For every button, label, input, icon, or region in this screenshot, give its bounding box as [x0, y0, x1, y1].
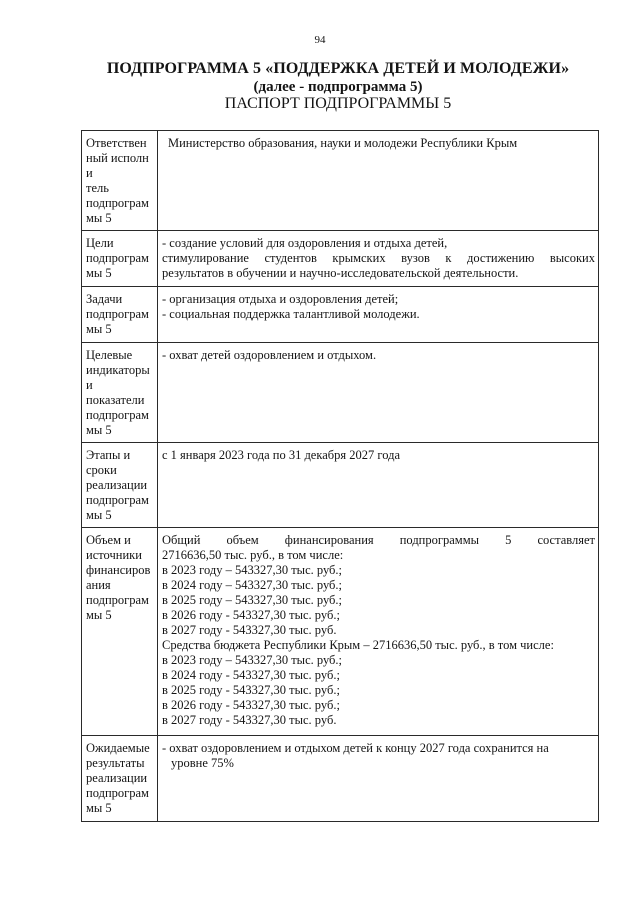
table-row	[82, 528, 599, 736]
passport-table	[81, 130, 599, 822]
value-line: результатов в обучении и научно-исследовательской деятельности.	[162, 266, 519, 280]
row-value	[158, 736, 599, 822]
label-line: мы 5	[86, 801, 112, 815]
table-row	[82, 131, 599, 231]
label-line: сроки	[86, 463, 117, 477]
passport-title: ПАСПОРТ ПОДПРОГРАММЫ 5	[224, 95, 452, 112]
label-line: мы 5	[86, 508, 112, 522]
value-line: в 2024 году - 543327,30 тыс. руб.;	[162, 668, 340, 682]
value-line: в 2026 году - 543327,30 тыс. руб.;	[162, 608, 340, 622]
label-line: Этапы и	[86, 448, 131, 462]
label-line: ный исполни	[86, 151, 149, 180]
row-value	[158, 343, 599, 443]
value-line: в 2027 году - 543327,30 тыс. руб.	[162, 623, 337, 637]
row-label	[82, 287, 158, 343]
table-row	[82, 231, 599, 287]
label-line: Целевые	[86, 348, 133, 362]
subprogram-title: ПОДПРОГРАММА 5 «ПОДДЕРЖКА ДЕТЕЙ И МОЛОДЕЖИ»	[106, 60, 570, 77]
table-row	[82, 287, 599, 343]
label-line: реализации	[86, 771, 148, 785]
row-label	[82, 443, 158, 528]
label-line: и	[86, 378, 93, 392]
label-line: мы 5	[86, 423, 112, 437]
value-line: в 2025 году – 543327,30 тыс. руб.;	[162, 593, 343, 607]
value-line: в 2026 году - 543327,30 тыс. руб.;	[162, 698, 340, 712]
value-line: в 2023 году – 543327,30 тыс. руб.;	[162, 653, 343, 667]
label-line: подпрограм	[86, 307, 149, 321]
label-line: мы 5	[86, 211, 112, 225]
label-line: подпрограм	[86, 196, 149, 210]
label-line: подпрограм	[86, 251, 149, 265]
label-line: подпрограм	[86, 493, 149, 507]
row-label	[82, 131, 158, 231]
value-line: Общий объем финансирования подпрограммы 5 составляет	[162, 533, 595, 547]
table-row	[82, 736, 599, 822]
label-line: результаты	[86, 756, 145, 770]
label-line: источники	[86, 548, 142, 562]
value-line: в 2023 году – 543327,30 тыс. руб.;	[162, 563, 343, 577]
table-row	[82, 443, 599, 528]
label-line: индикаторы	[86, 363, 150, 377]
label-line: подпрограм	[86, 786, 149, 800]
value-line: стимулирование студентов крымских вузов к достижению высоких	[162, 251, 595, 265]
label-line: Ожидаемые	[86, 741, 150, 755]
value-line: - социальная поддержка талантливой молодежи.	[162, 307, 420, 321]
label-line: тель	[86, 181, 109, 195]
row-label	[82, 528, 158, 736]
row-value	[158, 443, 599, 528]
label-line: мы 5	[86, 608, 112, 622]
value-line: - охват детей оздоровлением и отдыхом.	[162, 348, 377, 362]
value-line: в 2027 году - 543327,30 тыс. руб.	[162, 713, 337, 727]
table-row	[82, 343, 599, 443]
label-line: реализации	[86, 478, 148, 492]
label-line: мы 5	[86, 266, 112, 280]
label-line: подпрограм	[86, 408, 149, 422]
value-line: - организация отдыха и оздоровления детей;	[162, 292, 399, 306]
label-line: Задачи	[86, 292, 123, 306]
label-line: Цели	[86, 236, 114, 250]
value-line: - создание условий для оздоровления и отдыха детей,	[162, 236, 448, 250]
value-line: Министерство образования, науки и молодежи Республики Крым	[168, 136, 518, 150]
value-line: в 2024 году – 543327,30 тыс. руб.;	[162, 578, 343, 592]
row-label	[82, 343, 158, 443]
row-value	[158, 231, 599, 287]
value-line: 2716636,50 тыс. руб., в том числе:	[162, 548, 344, 562]
value-line: в 2025 году - 543327,30 тыс. руб.;	[162, 683, 340, 697]
label-line: финансиров	[86, 563, 151, 577]
label-line: Объем и	[86, 533, 131, 547]
row-value	[158, 287, 599, 343]
label-line: Ответствен	[86, 136, 147, 150]
row-value	[158, 528, 599, 736]
value-line: - охват оздоровлением и отдыхом детей к концу 2027 года сохранится на	[162, 741, 549, 755]
label-line: ания	[86, 578, 111, 592]
label-line: показатели	[86, 393, 145, 407]
row-label	[82, 231, 158, 287]
page-number: 94	[314, 34, 326, 46]
value-line: уровне 75%	[171, 756, 234, 770]
row-label	[82, 736, 158, 822]
label-line: мы 5	[86, 322, 112, 336]
label-line: подпрограм	[86, 593, 149, 607]
subprogram-subtitle: (далее - подпрограмма 5)	[253, 79, 423, 95]
value-line: с 1 января 2023 года по 31 декабря 2027 года	[162, 448, 401, 462]
row-value	[158, 131, 599, 231]
value-line: Средства бюджета Республики Крым – 2716636,50 тыс. руб., в том числе:	[162, 638, 554, 652]
